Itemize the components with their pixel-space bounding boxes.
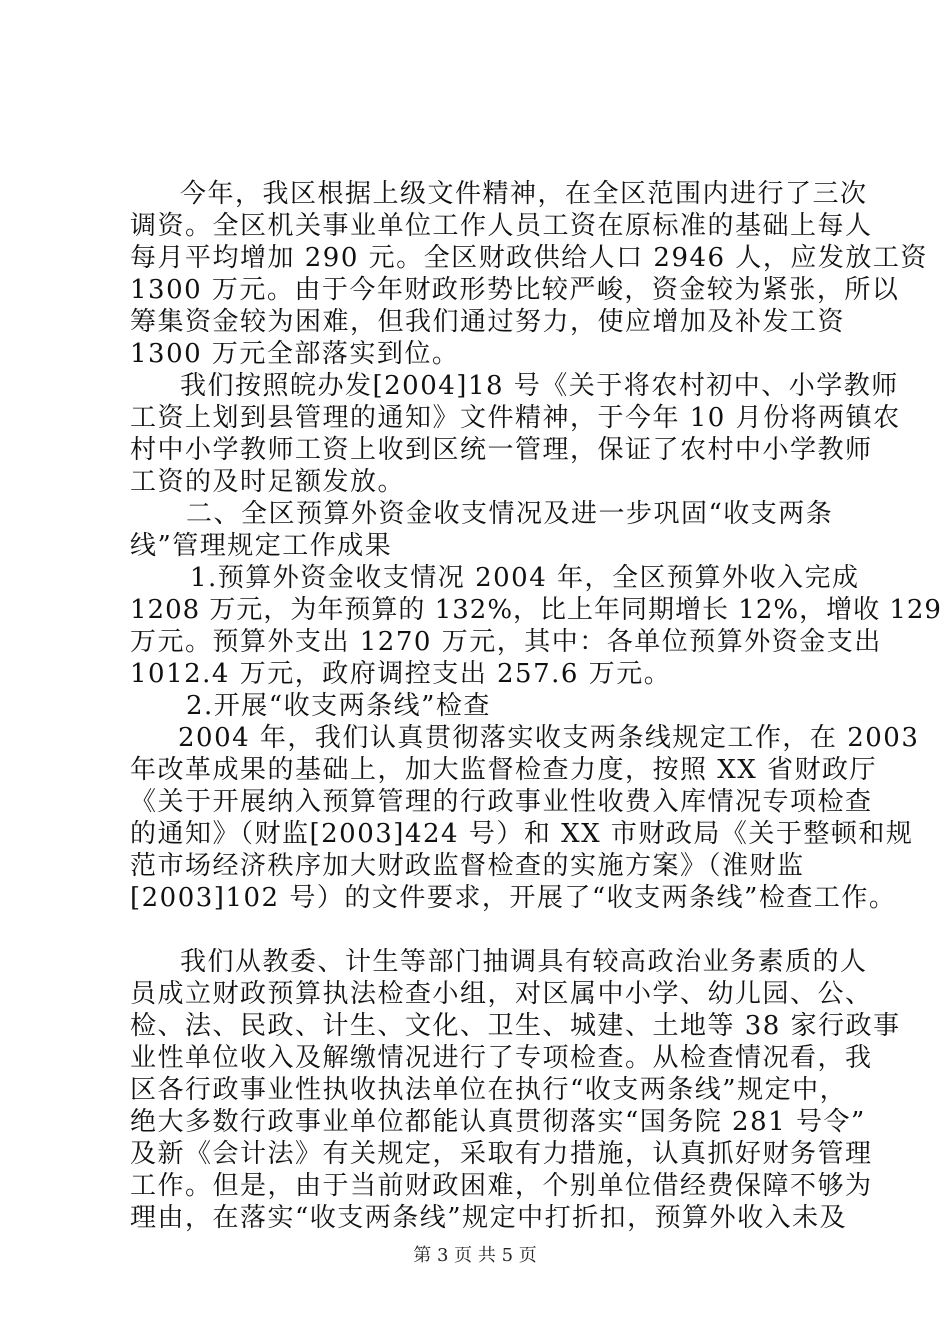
text-line: 工资上划到县管理的通知》文件精神，于今年 10 月份将两镇农 <box>130 403 901 433</box>
text-line: 的通知》（财监[2003]424 号）和 XX 市财政局《关于整顿和规 <box>130 819 914 849</box>
section-heading: 线”管理规定工作成果 <box>130 531 393 561</box>
text-line: 万元。预算外支出 1270 万元，其中：各单位预算外资金支出 <box>130 627 882 657</box>
section-heading: 二、全区预算外资金收支情况及进一步巩固“收支两条 <box>186 499 834 529</box>
text-line: 调资。全区机关事业单位工作人员工资在原标准的基础上每人 <box>130 211 873 241</box>
subsection-heading: 2.开展“收支两条线”检查 <box>186 691 491 721</box>
text-line: 1.预算外资金收支情况 2004 年，全区预算外收入完成 <box>190 563 860 593</box>
text-line: 检、法、民政、计生、文化、卫生、城建、土地等 38 家行政事 <box>130 1011 901 1041</box>
text-line: 1300 万元。由于今年财政形势比较严峻，资金较为紧张，所以 <box>130 275 900 305</box>
text-line: 业性单位收入及解缴情况进行了专项检查。从检查情况看，我 <box>130 1043 873 1073</box>
text-line: 我们从教委、计生等部门抽调具有较高政治业务素质的人 <box>180 947 868 977</box>
text-line: 筹集资金较为困难，但我们通过努力，使应增加及补发工资 <box>130 307 846 337</box>
text-line: 2004 年，我们认真贯彻落实收支两条线规定工作，在 2003 <box>178 723 920 753</box>
page-number-footer: 第 3 页 共 5 页 <box>413 1245 537 1266</box>
text-line: 1012.4 万元，政府调控支出 257.6 万元。 <box>130 659 672 689</box>
text-line: 及新《会计法》有关规定，采取有力措施，认真抓好财务管理 <box>130 1139 873 1169</box>
text-line: 《关于开展纳入预算管理的行政事业性收费入库情况专项检查 <box>130 787 873 817</box>
text-line: 范市场经济秩序加大财政监督检查的实施方案》（淮财监 <box>130 851 805 881</box>
text-line: 1300 万元全部落实到位。 <box>130 339 460 369</box>
text-line: 今年，我区根据上级文件精神，在全区范围内进行了三次 <box>180 179 868 209</box>
text-line: [2003]102 号）的文件要求，开展了“收支两条线”检查工作。 <box>130 883 897 913</box>
text-line: 绝大多数行政事业单位都能认真贯彻落实“国务院 281 号令” <box>130 1107 866 1137</box>
text-line: 理由，在落实“收支两条线”规定中打折扣，预算外收入未及 <box>130 1203 848 1233</box>
text-line: 年改革成果的基础上，加大监督检查力度，按照 XX 省财政厅 <box>130 755 878 785</box>
text-line: 工作。但是，由于当前财政困难，个别单位借经费保障不够为 <box>130 1171 873 1201</box>
text-line: 员成立财政预算执法检查小组，对区属中小学、幼儿园、公、 <box>130 979 873 1009</box>
text-line: 区各行政事业性执收执法单位在执行“收支两条线”规定中， <box>130 1075 848 1105</box>
text-line: 村中小学教师工资上收到区统一管理，保证了农村中小学教师 <box>130 435 873 465</box>
text-line: 我们按照皖办发[2004]18 号《关于将农村初中、小学教师 <box>180 371 899 401</box>
text-line: 1208 万元，为年预算的 132%，比上年同期增长 12%，增收 129 <box>130 595 942 625</box>
text-line: 工资的及时足额发放。 <box>130 467 406 497</box>
text-line: 每月平均增加 290 元。全区财政供给人口 2946 人，应发放工资 <box>130 243 928 273</box>
